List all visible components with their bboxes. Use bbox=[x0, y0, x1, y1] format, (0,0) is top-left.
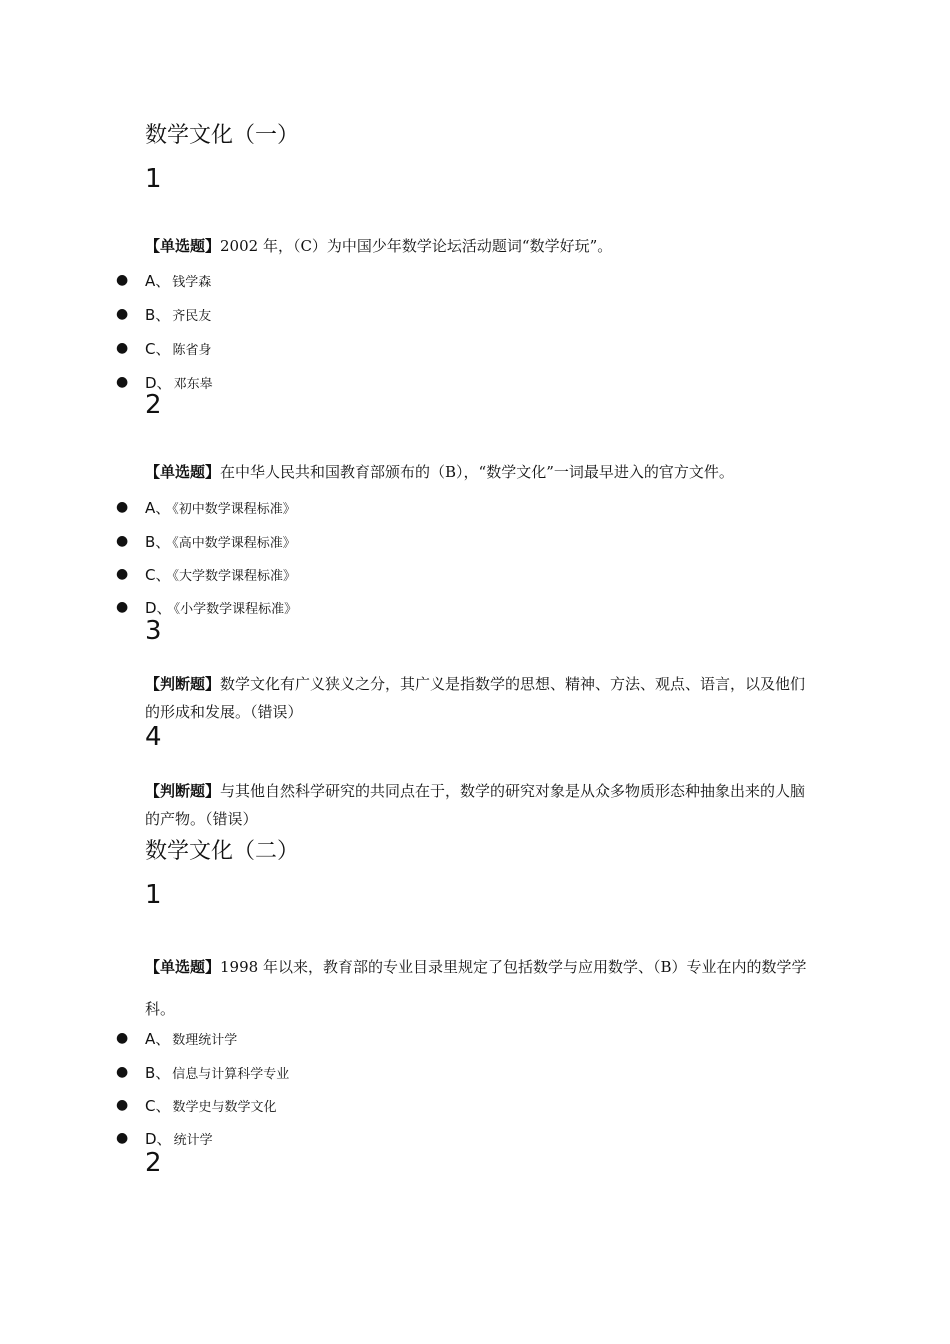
option-item[interactable] bbox=[145, 1028, 237, 1049]
question-body: 在中华人民共和国教育部颁布的（B），“数学文化”一词最早进入的官方文件。 bbox=[220, 463, 734, 481]
bullet-icon: ● bbox=[116, 374, 129, 390]
question-text bbox=[145, 670, 810, 726]
question-number: 2 bbox=[145, 1148, 162, 1178]
option-item[interactable] bbox=[145, 1128, 213, 1149]
option-label: C、 bbox=[145, 340, 171, 358]
option-item[interactable] bbox=[145, 338, 212, 359]
option-text: 钱学森 bbox=[172, 275, 212, 290]
section-title: 数学文化（二） bbox=[145, 839, 300, 864]
bullet-icon: ● bbox=[116, 272, 129, 288]
option-text: 《初中数学课程标准》 bbox=[172, 502, 296, 517]
bullet-icon: ● bbox=[116, 1130, 129, 1146]
option-label: D、 bbox=[145, 599, 172, 617]
question-number: 2 bbox=[145, 390, 162, 420]
bullet-icon: ● bbox=[116, 1030, 129, 1046]
option-label: C、 bbox=[145, 1097, 171, 1115]
option-text: 《大学数学课程标准》 bbox=[172, 569, 296, 584]
bullet-icon: ● bbox=[116, 1064, 129, 1080]
question-body: 数学文化有广义狭义之分，其广义是指数学的思想、精神、方法、观点、语言，以及他们的形成和发展。（错误） bbox=[145, 675, 806, 721]
option-item[interactable] bbox=[145, 304, 211, 325]
section-title: 数学文化（一） bbox=[145, 123, 300, 148]
option-label: A、 bbox=[145, 499, 171, 517]
option-text: 陈省身 bbox=[172, 343, 212, 358]
option-label: D、 bbox=[145, 1130, 172, 1148]
option-item[interactable] bbox=[145, 597, 297, 618]
option-label: B、 bbox=[145, 1064, 171, 1082]
question-number: 1 bbox=[145, 880, 162, 910]
bullet-icon: ● bbox=[116, 499, 129, 515]
option-item[interactable] bbox=[145, 270, 211, 291]
option-item[interactable] bbox=[145, 564, 296, 585]
question-number: 4 bbox=[145, 722, 162, 752]
option-label: B、 bbox=[145, 306, 171, 324]
option-text: 《小学数学课程标准》 bbox=[173, 602, 298, 617]
bullet-icon: ● bbox=[116, 1097, 129, 1113]
question-type-tag: 【判断题】 bbox=[145, 675, 221, 693]
option-item[interactable] bbox=[145, 497, 296, 518]
question-body: 1998 年以来，教育部的专业目录里规定了包括数学与应用数学、（B）专业在内的数学学科。 bbox=[145, 958, 807, 1018]
option-item[interactable] bbox=[145, 1062, 289, 1083]
option-label: A、 bbox=[145, 272, 171, 290]
option-label: A、 bbox=[145, 1030, 171, 1048]
option-text: 数理统计学 bbox=[172, 1033, 238, 1048]
question-number: 1 bbox=[145, 164, 162, 194]
option-text: 数学史与数学文化 bbox=[172, 1100, 277, 1115]
question-body: 2002 年，（C）为中国少年数学论坛活动题词“数学好玩”。 bbox=[220, 237, 613, 255]
question-text bbox=[145, 946, 810, 1030]
option-label: D、 bbox=[145, 374, 172, 392]
question-body: 与其他自然科学研究的共同点在于，数学的研究对象是从众多物质形态种抽象出来的人脑的产物。（错误） bbox=[145, 782, 806, 828]
option-text: 齐民友 bbox=[172, 309, 212, 324]
option-item[interactable] bbox=[145, 531, 296, 552]
question-type-tag: 【单选题】 bbox=[145, 958, 221, 976]
bullet-icon: ● bbox=[116, 533, 129, 549]
question-text bbox=[145, 458, 810, 486]
option-item[interactable] bbox=[145, 1095, 277, 1116]
bullet-icon: ● bbox=[116, 306, 129, 322]
question-text bbox=[145, 232, 810, 260]
question-type-tag: 【单选题】 bbox=[145, 237, 221, 255]
question-type-tag: 【判断题】 bbox=[145, 782, 221, 800]
bullet-icon: ● bbox=[116, 599, 129, 615]
option-label: C、 bbox=[145, 566, 171, 584]
question-text bbox=[145, 777, 810, 833]
question-type-tag: 【单选题】 bbox=[145, 463, 221, 481]
option-text: 邓东皋 bbox=[173, 377, 213, 392]
bullet-icon: ● bbox=[116, 340, 129, 356]
bullet-icon: ● bbox=[116, 566, 129, 582]
question-number: 3 bbox=[145, 616, 162, 646]
option-text: 《高中数学课程标准》 bbox=[172, 536, 296, 551]
option-text: 信息与计算科学专业 bbox=[172, 1067, 290, 1082]
option-text: 统计学 bbox=[173, 1133, 213, 1148]
option-label: B、 bbox=[145, 533, 171, 551]
